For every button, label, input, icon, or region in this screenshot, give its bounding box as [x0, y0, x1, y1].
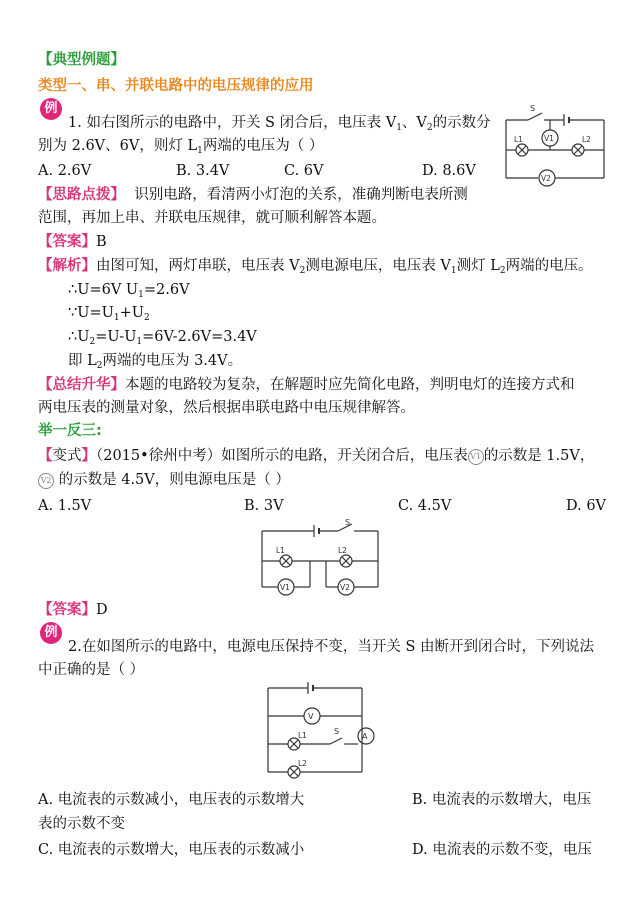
q2-option-d: D. 电流表的示数不变，电压 [412, 842, 592, 858]
circuit3-switch-label: S [334, 727, 340, 736]
analysis-step4: 即 $L_2$两端的电压为 3.4V。 [68, 353, 243, 371]
answer2: 【答案】D [38, 602, 108, 618]
summary-line2: 两电压表的测量对象，然后根据串联电路中电压规律解答。 [38, 400, 415, 416]
q1-option-d: D. 8.6V [422, 163, 476, 179]
analysis-step3: $\therefore U_2=U-U_1=6V-2.6V=3.4V$ [68, 329, 257, 347]
q2-option-b-1: B. 电流表的示数增大，电压 [412, 792, 592, 808]
voltmeter-v1-icon: V1 [468, 449, 484, 465]
q1-line2: 别为 2.6V、6V，则灯 $L_1$两端的电压为（ ） [38, 138, 324, 156]
jyfs-title: 举一反三: [38, 423, 102, 439]
circuit-diagram-1 [500, 102, 610, 192]
circuit2-v2-label: V2 [340, 583, 350, 592]
circuit2-v1-label: V1 [280, 583, 290, 592]
q2-option-b-2: 表的示数不变 [38, 816, 125, 832]
circuit2-l1-label: L1 [276, 546, 285, 555]
variant-option-c: C. 4.5V [398, 498, 452, 514]
variant-option-a: A. 1.5V [38, 498, 92, 514]
q2-option-c: C. 电流表的示数增大，电压表的示数减小 [38, 842, 305, 858]
example-badge: 例 [40, 98, 62, 120]
circuit3-l2-label: L2 [298, 759, 307, 768]
q1-option-b: B. 3.4V [176, 163, 230, 179]
q1-option-a: A. 2.6V [38, 163, 92, 179]
q2-line1: 2.在如图所示的电路中，电源电压保持不变，当开关 S 由断开到闭合时，下列说法 [68, 639, 594, 655]
example-badge-2: 例 [40, 622, 62, 644]
circuit1-v2-label: V2 [541, 174, 551, 183]
circuit2-l2-label: L2 [338, 546, 347, 555]
circuit1-switch-label: S [530, 104, 536, 113]
variant-option-d: D. 6V [566, 498, 607, 514]
circuit2-switch-label: S [345, 518, 351, 527]
circuit1-l1-label: L1 [514, 135, 523, 144]
heading: 【典型例题】 [38, 52, 125, 68]
analysis-step1: ∴U=6V $U_1=2.6V$ [68, 282, 190, 300]
variant-option-b: B. 3V [244, 498, 284, 514]
circuit-diagram-2 [258, 517, 382, 599]
variant-line1: 【变式】（2015•徐州中考）如图所示的电路，开关闭合后，电压表 V1 的示数是 1.5V， [38, 447, 595, 464]
circuit3-voltmeter-label: V [308, 712, 314, 721]
q1-line1: 1. 如右图所示的电路中，开关 S 闭合后，电压表 $V_1$、$V_2$的示数分 [68, 115, 491, 133]
variant-line2: V2 的示数是 4.5V，则电源电压是（ ） [38, 470, 290, 490]
circuit-diagram-3 [262, 680, 382, 786]
circuit1-v1-label: V1 [544, 134, 554, 143]
circuit1-l2-label: L2 [582, 135, 591, 144]
analysis-step2: $\because U=U_1+U_2$ [68, 305, 150, 323]
summary-line1: 【总结升华】本题的电路较为复杂，在解题时应先简化电路，判明电灯的连接方式和 [38, 377, 575, 393]
answer1: 【答案】B [38, 234, 107, 250]
tips-line1: 【思路点拨】 识别电路，看清两小灯泡的关系，准确判断电表所测 [38, 187, 468, 203]
q1-option-c: C. 6V [284, 163, 324, 179]
voltmeter-v2-icon: V2 [38, 473, 54, 489]
circuit3-ammeter-label: A [362, 732, 368, 741]
q2-option-a: A. 电流表的示数减小，电压表的示数增大 [38, 792, 305, 808]
circuit3-l1-label: L1 [298, 731, 307, 740]
analysis-line: 【解析】由图可知，两灯串联，电压表 $V_2$测电源电压，电压表 $V_1$测灯 $L_2$两端的电压。 [38, 258, 593, 276]
tips-line2: 范围，再加上串、并联电压规律，就可顺利解答本题。 [38, 210, 386, 226]
q2-line2: 中正确的是（ ） [38, 662, 145, 678]
type1-title: 类型一、串、并联电路中的电压规律的应用 [38, 78, 314, 94]
